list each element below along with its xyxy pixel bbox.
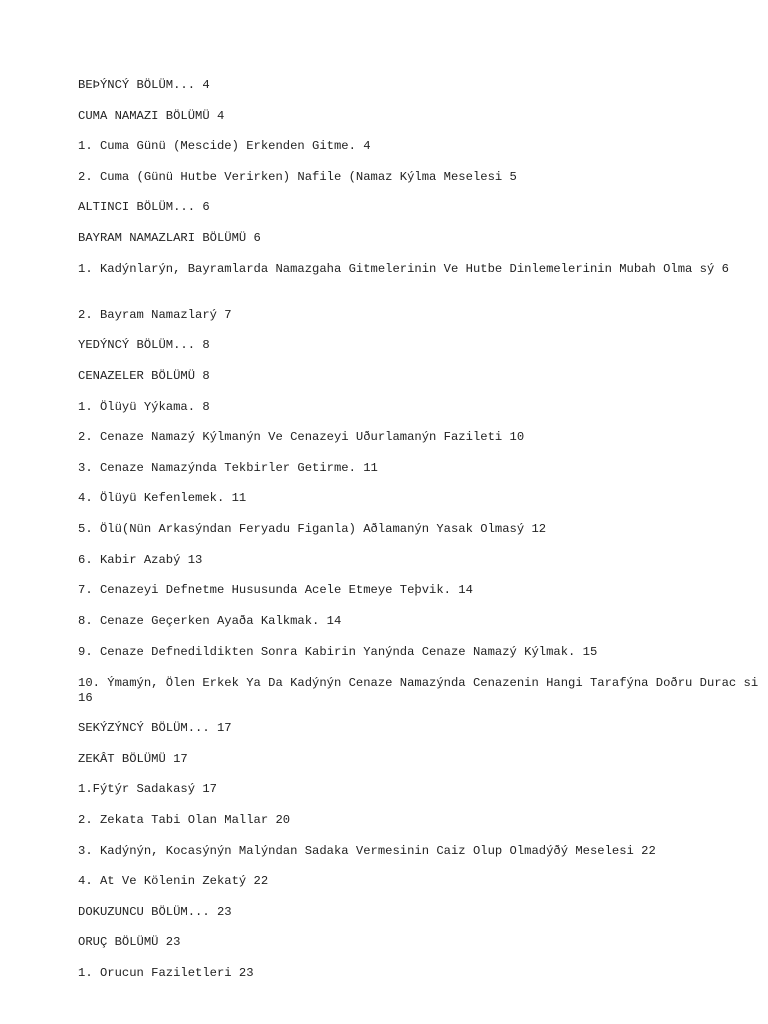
toc-entry: 1. Ölüyü Yýkama. 8 <box>78 400 210 414</box>
section-heading: ALTINCI BÖLÜM... 6 <box>78 200 210 214</box>
chapter-heading: BAYRAM NAMAZLARI BÖLÜMÜ 6 <box>78 231 261 245</box>
toc-entry: 8. Cenaze Geçerken Ayaða Kalkmak. 14 <box>78 614 342 628</box>
toc-entry: 9. Cenaze Defnedildikten Sonra Kabirin Yanýnda Cenaze Namazý Kýlmak. 15 <box>78 645 598 659</box>
toc-entry: 1. Orucun Faziletleri 23 <box>78 966 254 980</box>
chapter-heading: CUMA NAMAZI BÖLÜMÜ 4 <box>78 109 225 123</box>
toc-entry: 7. Cenazeyi Defnetme Hususunda Acele Etmeye Teþvik. 14 <box>78 583 473 597</box>
toc-entry: 3. Kadýnýn, Kocasýnýn Malýndan Sadaka Vermesinin Caiz Olup Olmadýðý Meselesi 22 <box>78 844 656 858</box>
toc-entry: 2. Bayram Namazlarý 7 <box>78 308 232 322</box>
toc-entry: 1. Kadýnlarýn, Bayramlarda Namazgaha Gitmelerinin Ve Hutbe Dinlemelerinin Mubah Olma sý 6 <box>78 262 729 276</box>
section-heading: YEDÝNCÝ BÖLÜM... 8 <box>78 338 210 352</box>
toc-entry: 2. Cuma (Günü Hutbe Verirken) Nafile (Namaz Kýlma Meselesi 5 <box>78 170 517 184</box>
toc-entry: 2. Cenaze Namazý Kýlmanýn Ve Cenazeyi Uðurlamanýn Fazileti 10 <box>78 430 525 444</box>
chapter-heading: CENAZELER BÖLÜMÜ 8 <box>78 369 210 383</box>
section-heading: BEÞÝNCÝ BÖLÜM... 4 <box>78 78 210 92</box>
toc-entry: 3. Cenaze Namazýnda Tekbirler Getirme. 11 <box>78 461 378 475</box>
section-heading: SEKÝZÝNCÝ BÖLÜM... 17 <box>78 721 232 735</box>
toc-entry: 4. At Ve Kölenin Zekatý 22 <box>78 874 269 888</box>
toc-entry: 4. Ölüyü Kefenlemek. 11 <box>78 491 247 505</box>
toc-entry: 6. Kabir Azabý 13 <box>78 553 203 567</box>
section-heading: DOKUZUNCU BÖLÜM... 23 <box>78 905 232 919</box>
chapter-heading: ORUÇ BÖLÜMÜ 23 <box>78 935 181 949</box>
toc-entry: 10. Ýmamýn, Ölen Erkek Ya Da Kadýnýn Cenaze Namazýnda Cenazenin Hangi Tarafýna Doðru Durac si 16 <box>78 676 766 705</box>
toc-entry: 2. Zekata Tabi Olan Mallar 20 <box>78 813 291 827</box>
chapter-heading: ZEKÂT BÖLÜMÜ 17 <box>78 752 188 766</box>
toc-entry: 1. Cuma Günü (Mescide) Erkenden Gitme. 4 <box>78 139 371 153</box>
toc-entry: 5. Ölü(Nün Arkasýndan Feryadu Figanla) Aðlamanýn Yasak Olmasý 12 <box>78 522 547 536</box>
toc-entry: 1.Fýtýr Sadakasý 17 <box>78 782 217 796</box>
